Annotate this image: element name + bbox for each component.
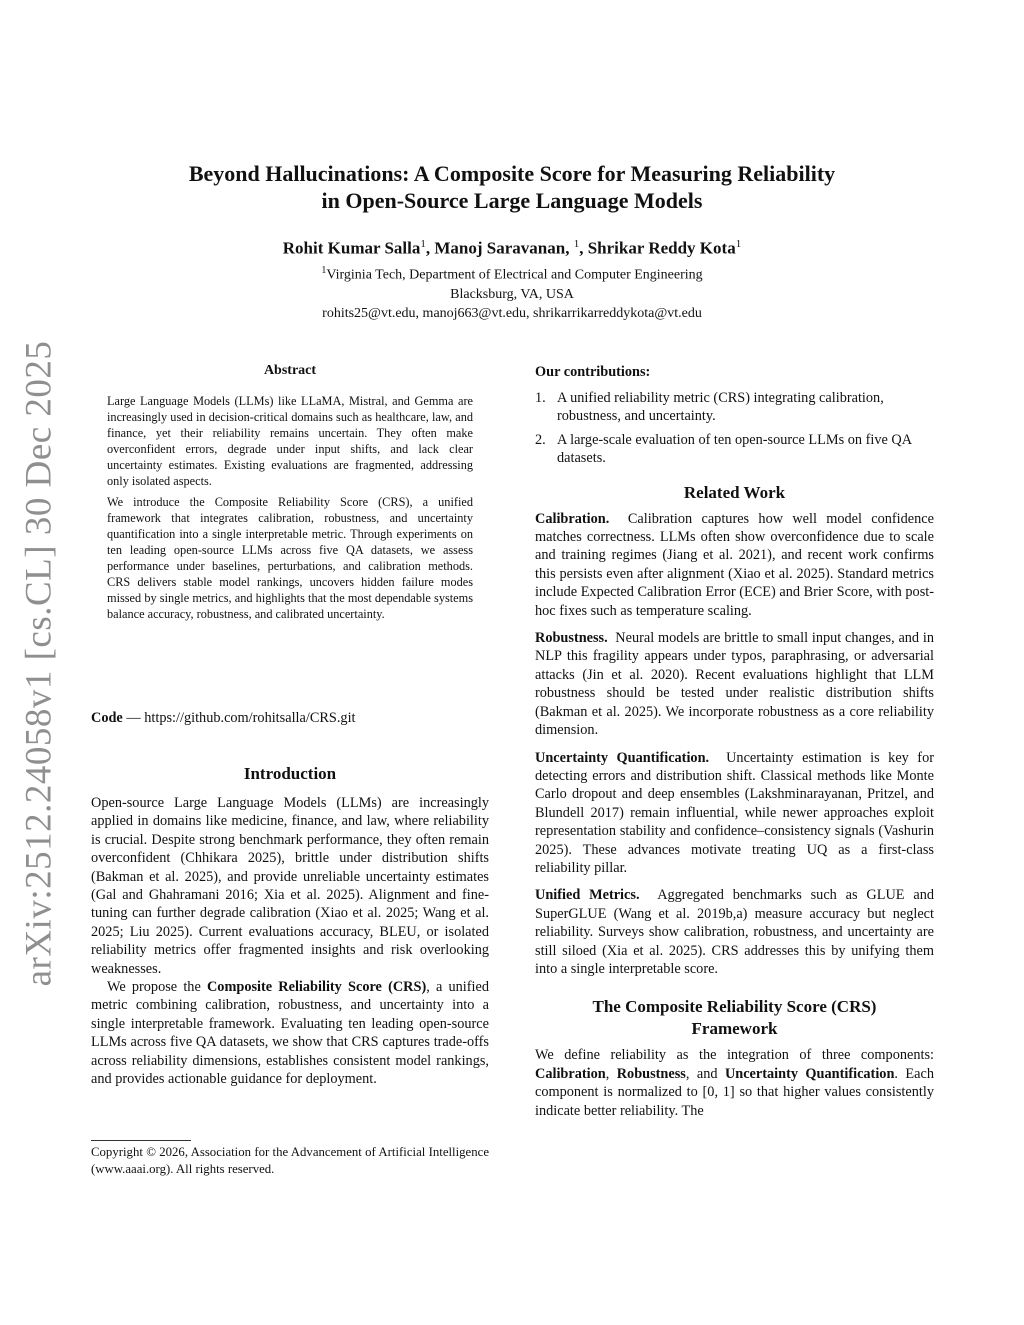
title-line-2: in Open-Source Large Language Models (321, 188, 703, 213)
author-name: Manoj Saravanan, (434, 238, 574, 258)
author-list (120, 233, 904, 260)
intro-p2-rest: , a unified metric combining calibration, robustness, and uncertainty into a single interpretable framework. Evaluating ten leading open-source LLMs across five QA datasets, we show that CRS captures trade-offs across reliability dimensions, establishes consistent model rankings, and provides actionable guidance for deployment. (91, 979, 489, 1088)
contribution-number: 1. (535, 390, 546, 406)
right-column (535, 364, 934, 1120)
contribution-text: A large-scale evaluation of ten open-source LLMs on five QA datasets. (557, 431, 912, 467)
author-separator: , (425, 238, 435, 258)
abstract-paragraph: Large Language Models (LLMs) like LLaMA, Mistral, and Gemma are increasingly used in decision-critical domains such as healthcare, law, and finance, yet their reliability remains uncertain. They often make overconfident errors, degrade under input shifts, and lack clear uncertainty estimates. Existing evaluations are fragmented, addressing only isolated aspects. (107, 394, 473, 488)
contribution-item (535, 389, 934, 426)
component-calibration: Calibration (535, 1065, 606, 1082)
crs-heading-line-2: Framework (691, 1019, 778, 1039)
related-work-paragraph (535, 510, 934, 620)
affiliation-line (120, 261, 904, 285)
title-line-1: Beyond Hallucinations: A Composite Score for Measuring Reliability (188, 161, 836, 186)
code-dash: — (122, 710, 145, 726)
author-affil-mark: 1 (735, 238, 742, 250)
related-work-paragraph (535, 749, 934, 878)
arxiv-side-stamp (16, 340, 62, 986)
contribution-number: 2. (535, 431, 546, 448)
crs-term: Composite Reliability Score (CRS) (206, 979, 427, 996)
paragraph-run-head: Robustness. (535, 630, 608, 647)
author-affil-mark: 1 (573, 238, 580, 250)
crs-p-start: We define reliability as the integration of three components: (535, 1047, 934, 1064)
footnote-divider (91, 1140, 191, 1141)
code-repo-link[interactable]: https://github.com/rohitsalla/CRS.git (144, 710, 356, 726)
component-uncertainty: Uncertainty Quantification (724, 1065, 895, 1082)
introduction-section (91, 763, 489, 1089)
code-label: Code (91, 710, 123, 726)
component-robustness: Robustness (616, 1065, 686, 1082)
author-separator: , (579, 238, 588, 258)
abstract-section (107, 363, 473, 627)
email-line: rohits25@vt.edu, manoj663@vt.edu, shrikarrikarreddykota@vt.edu (322, 305, 702, 321)
copyright-footnote: Copyright © 2026, Association for the Advancement of Artificial Intelligence (www.aaai.org). All rights reserved. (91, 1145, 489, 1176)
arxiv-identifier: arXiv:2512.24058v1 [cs.CL] 30 Dec 2025 (18, 340, 60, 986)
code-line (91, 710, 489, 727)
paper-title (120, 160, 904, 214)
related-work-heading: Related Work (683, 482, 786, 502)
paragraph-text: Calibration captures how well model confidence matches correctness. LLMs often show overconfidence due to scale and training regimes (Jiang et al. 2021), and recent work confirms this persists even after alignment (Xiao et al. 2025). Standard metrics include Expected Calibration Error (ECE) and Brier Score, with post-hoc fixes such as temperature scaling. (535, 510, 934, 619)
abstract-paragraph: We introduce the Composite Reliability Score (CRS), a unified framework that integrates calibration, robustness, and uncertainty quantification into a single interpretable metric. Through experiments on ten leading open-source LLMs across five QA datasets, we assess performance under baselines, perturbations, and calibration methods. CRS delivers stable model rankings, uncovers hidden failure modes missed by single metrics, and highlights that the most dependable systems balance accuracy, robustness, and calibrated uncertainty. (107, 495, 473, 621)
affiliation-block (120, 261, 904, 323)
introduction-paragraph: Open-source Large Language Models (LLMs) are increasingly applied in domains like medicine, finance, and law, where reliability is crucial. Despite strong benchmark performance, they often remain overconfident (Chhikara 2025), brittle under distribution shifts (Bakman et al. 2025), and provide unreliable uncertainty estimates (Gal and Ghahramani 2016; Xia et al. 2025). Alignment and fine-tuning can further degrade calibration (Xiao et al. 2025; Wang et al. 2025; Liu 2025). Current evaluations accuracy, BLEU, or isolated reliability metrics offer fragmented insights and risk overlooking weaknesses. (91, 795, 489, 977)
author-affil-mark: 1 (420, 238, 426, 250)
author-name: Rohit Kumar Salla (282, 238, 421, 258)
location-line: Blacksburg, VA, USA (450, 286, 574, 302)
related-work-paragraph (535, 629, 934, 739)
abstract-heading: Abstract (263, 363, 317, 378)
paragraph-text: Uncertainty estimation is key for detecting errors and distribution shift. Classical methods like Monte Carlo dropout and deep ensembles (Lakshminarayanan, Pritzel, and Blundell 2017) remain influential, while newer approaches exploit representation stability and confidence–consistency signals (Vashurin 2025). These advances motivate treating UQ as a first-class reliability pillar. (535, 749, 934, 876)
paragraph-run-head: Calibration. (535, 510, 610, 527)
crs-sep: , (605, 1065, 617, 1082)
related-work-paragraph (535, 886, 934, 978)
contribution-text: A unified reliability metric (CRS) integrating calibration, robustness, and uncertainty. (557, 390, 884, 425)
crs-framework-paragraph (535, 1046, 934, 1120)
introduction-heading: Introduction (243, 764, 337, 783)
paragraph-text: Aggregated benchmarks such as GLUE and SuperGLUE (Wang et al. 2019b,a) measure accuracy but neglect reliability. Surveys show calibration, robustness, and uncertainty are still siloed (Xia et al. 2025). CRS addresses this by unifying them into a single interpretable score. (535, 887, 934, 977)
crs-heading-line-1: The Composite Reliability Score (CRS) (592, 997, 877, 1017)
author-name: Shrikar Reddy Kota (587, 238, 736, 258)
paragraph-run-head: Unified Metrics. (535, 887, 640, 904)
intro-p2-start: We propose the (107, 979, 207, 996)
crs-framework-heading (535, 996, 934, 1040)
paragraph-run-head: Uncertainty Quantification. (535, 749, 710, 766)
crs-sep: , and (685, 1065, 725, 1082)
introduction-paragraph (91, 978, 489, 1088)
contributions-heading: Our contributions: (535, 364, 651, 380)
crs-p-rest: . Each component is normalized to [0, 1] so that higher values consistently indicate better reliability. The (535, 1065, 934, 1119)
affiliation-text: Virginia Tech, Department of Electrical and Computer Engineering (326, 267, 703, 283)
affiliation-mark: 1 (321, 265, 327, 276)
contribution-item (535, 431, 934, 468)
paragraph-text: Neural models are brittle to small input changes, and in NLP this fragility appears under typos, paraphrasing, or adversarial attacks (Jin et al. 2020). Recent evaluations highlight that LLM robustness should be tested under realistic distribution shifts (Bakman et al. 2025). We incorporate robustness as a core reliability dimension. (535, 630, 934, 739)
